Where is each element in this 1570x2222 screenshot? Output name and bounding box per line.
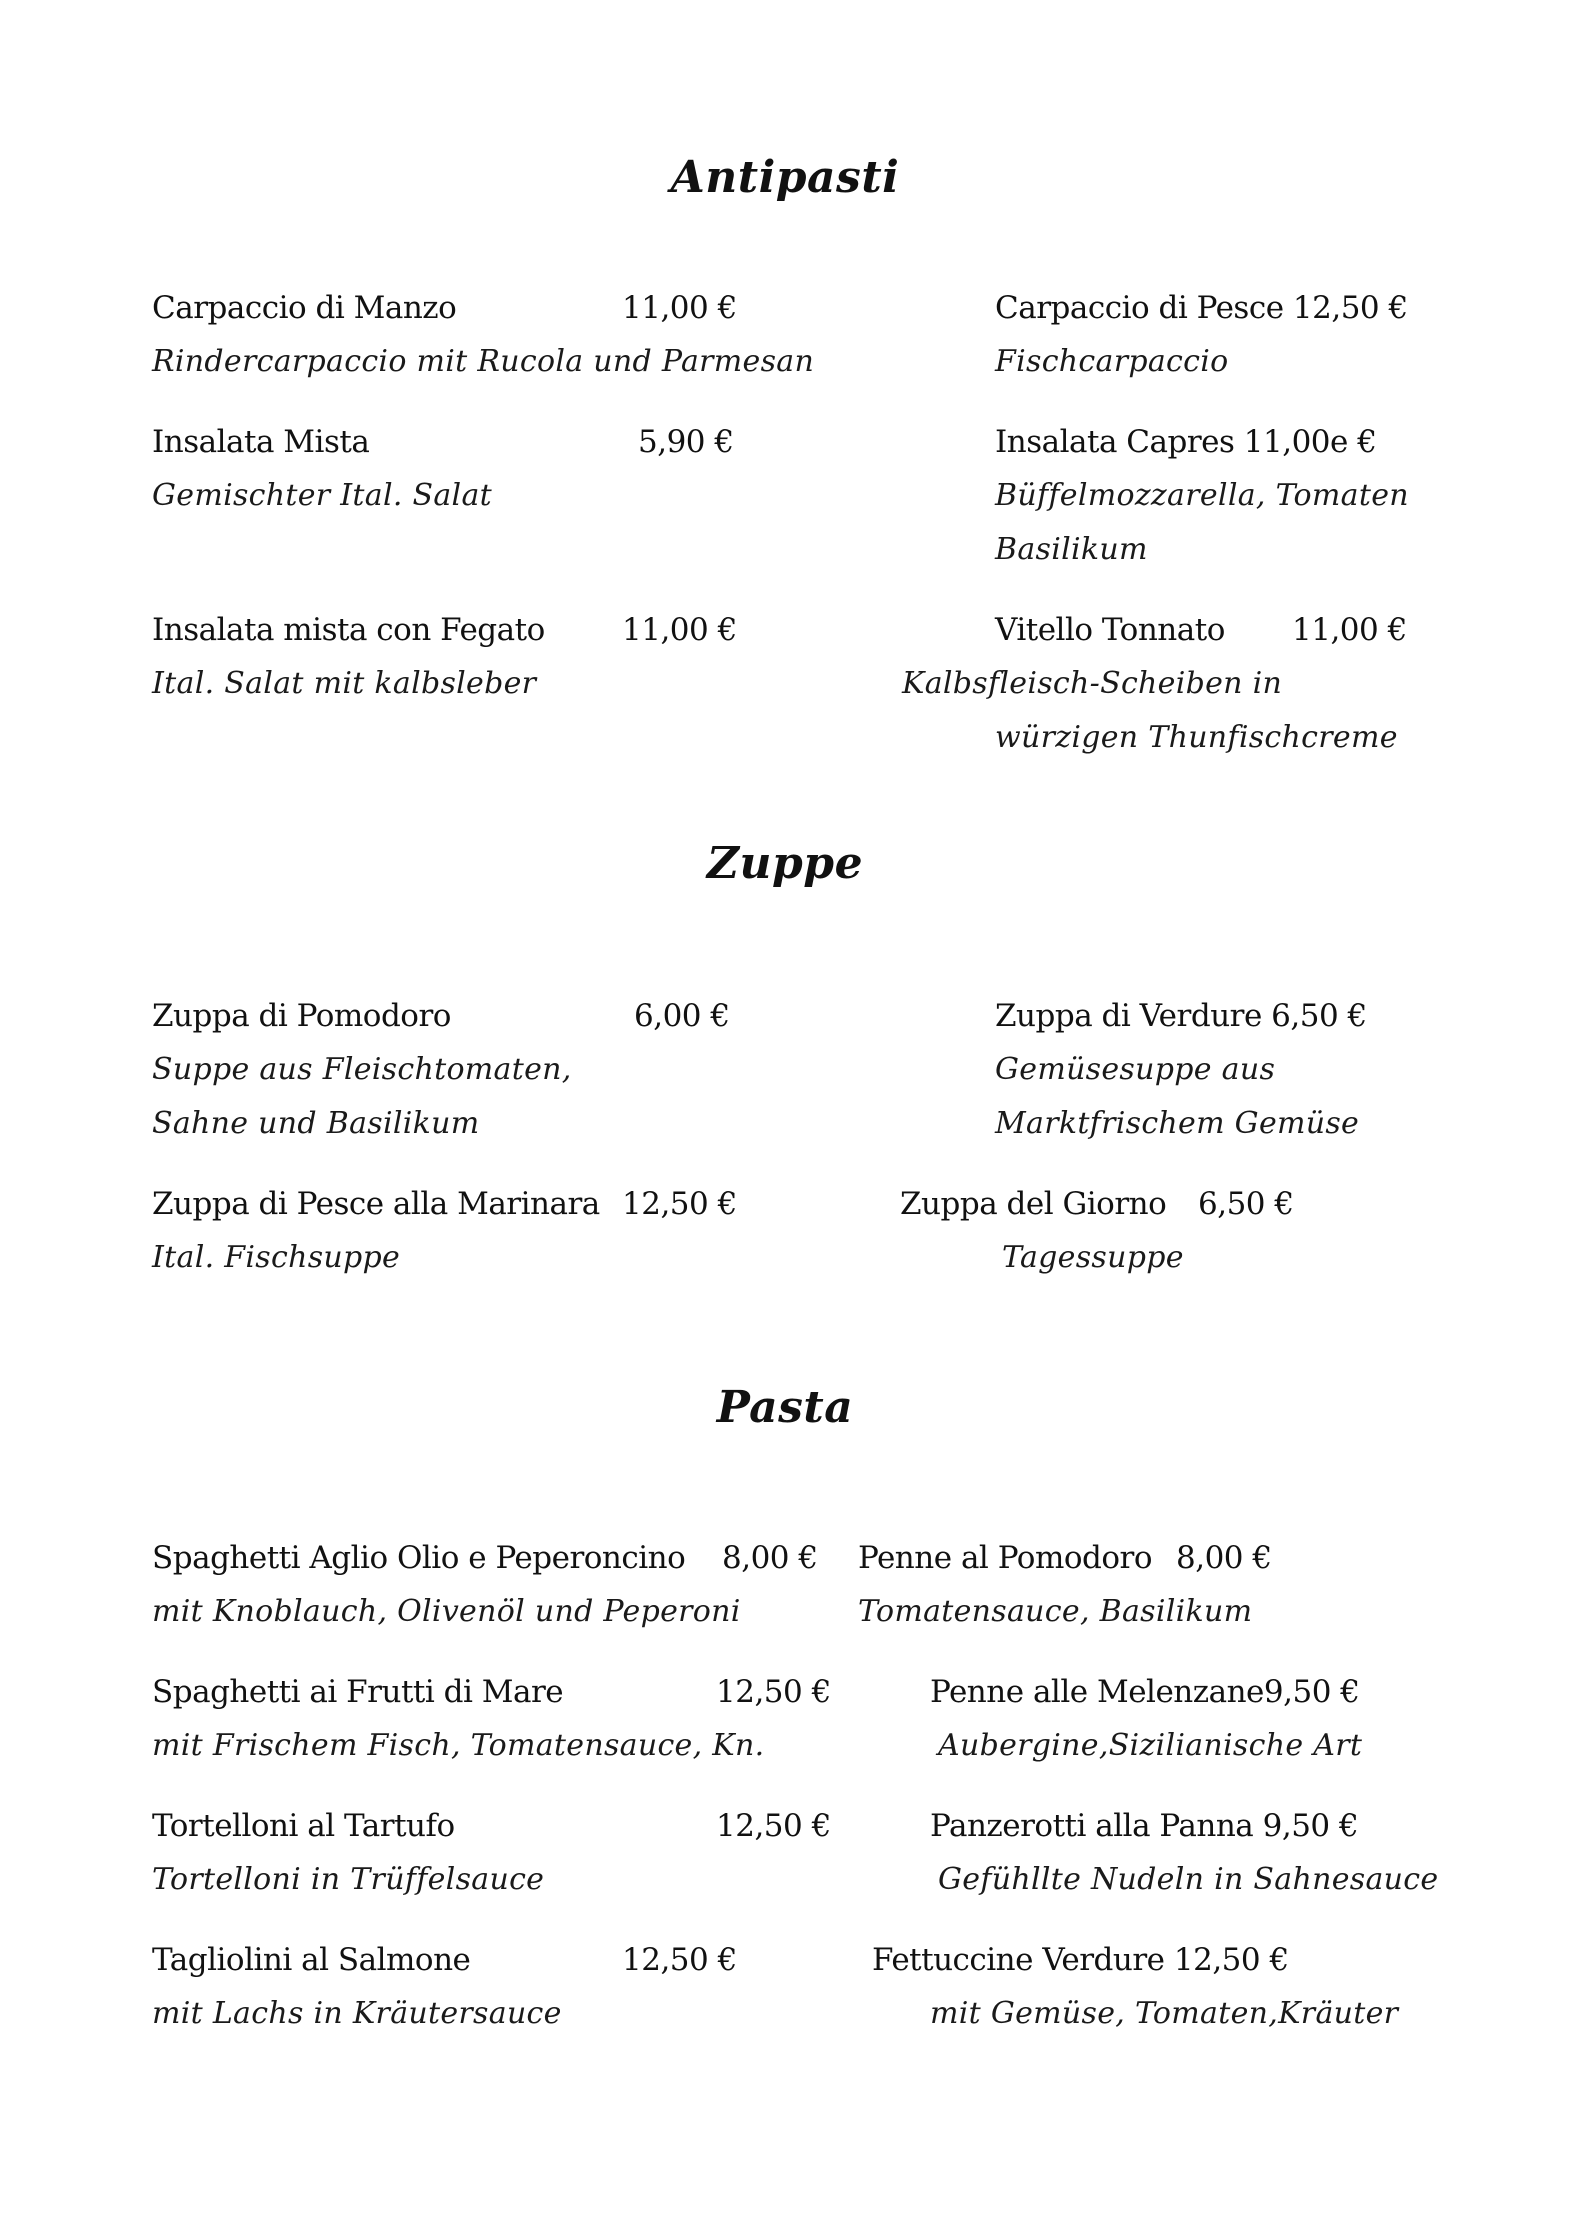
dish-desc-zuppa-pomodoro-line2: Sahne und Basilikum bbox=[152, 1106, 480, 1141]
dish-price-zuppa-giorno: 6,50 € bbox=[1198, 1186, 1294, 1222]
dish-desc-zuppa-pomodoro-line1: Suppe aus Fleischtomaten, bbox=[152, 1052, 572, 1087]
section-title-antipasti: Antipasti bbox=[670, 152, 900, 203]
dish-desc-spaghetti-frutti-mare: mit Frischem Fisch, Tomatensauce, Kn. bbox=[152, 1728, 765, 1763]
dish-name-panzerotti-panna: Panzerotti alla Panna 9,50 € bbox=[930, 1808, 1359, 1844]
section-title-zuppe: Zuppe bbox=[706, 838, 864, 889]
dish-name-zuppa-giorno: Zuppa del Giorno bbox=[900, 1186, 1167, 1222]
dish-name-carpaccio-pesce: Carpaccio di Pesce 12,50 € bbox=[995, 290, 1408, 326]
dish-desc-penne-melenzane: Aubergine,Sizilianische Art bbox=[938, 1728, 1363, 1763]
dish-desc-insalata-mista: Gemischter Ital. Salat bbox=[152, 478, 492, 513]
dish-name-insalata-capres: Insalata Capres 11,00e € bbox=[995, 424, 1377, 460]
dish-desc-carpaccio-manzo: Rindercarpaccio mit Rucola und Parmesan bbox=[152, 344, 815, 379]
dish-desc-vitello-tonnato-line2: würzigen Thunfischcreme bbox=[995, 720, 1398, 755]
dish-price-insalata-fegato: 11,00 € bbox=[622, 612, 737, 648]
dish-price-spaghetti-aglio-olio: 8,00 € bbox=[722, 1540, 818, 1576]
dish-desc-zuppa-verdure-line1: Gemüsesuppe aus bbox=[995, 1052, 1276, 1087]
dish-desc-zuppa-giorno: Tagessuppe bbox=[1002, 1240, 1184, 1275]
dish-name-tortelloni-tartufo: Tortelloni al Tartufo bbox=[152, 1808, 455, 1844]
dish-price-insalata-mista: 5,90 € bbox=[638, 424, 734, 460]
dish-name-carpaccio-manzo: Carpaccio di Manzo bbox=[152, 290, 457, 326]
dish-desc-spaghetti-aglio-olio: mit Knoblauch, Olivenöl und Peperoni bbox=[152, 1594, 741, 1629]
dish-name-zuppa-verdure: Zuppa di Verdure 6,50 € bbox=[995, 998, 1367, 1034]
dish-desc-insalata-capres-line1: Büffelmozzarella, Tomaten bbox=[995, 478, 1409, 513]
dish-desc-insalata-capres-line2: Basilikum bbox=[995, 532, 1148, 567]
dish-name-zuppa-pomodoro: Zuppa di Pomodoro bbox=[152, 998, 451, 1034]
dish-name-spaghetti-aglio-olio: Spaghetti Aglio Olio e Peperoncino bbox=[152, 1540, 686, 1576]
dish-name-spaghetti-frutti-mare: Spaghetti ai Frutti di Mare bbox=[152, 1674, 564, 1710]
dish-price-vitello-tonnato: 11,00 € bbox=[1292, 612, 1407, 648]
dish-name-fettuccine-verdure: Fettuccine Verdure 12,50 € bbox=[872, 1942, 1289, 1978]
dish-name-vitello-tonnato: Vitello Tonnato bbox=[995, 612, 1225, 648]
dish-price-tagliolini-salmone: 12,50 € bbox=[622, 1942, 737, 1978]
dish-price-spaghetti-frutti-mare: 12,50 € bbox=[716, 1674, 831, 1710]
dish-price-tortelloni-tartufo: 12,50 € bbox=[716, 1808, 831, 1844]
section-title-pasta: Pasta bbox=[716, 1382, 854, 1433]
dish-desc-tortelloni-tartufo: Tortelloni in Trüffelsauce bbox=[152, 1862, 545, 1897]
dish-desc-zuppa-verdure-line2: Marktfrischem Gemüse bbox=[995, 1106, 1360, 1141]
dish-price-penne-pomodoro: 8,00 € bbox=[1176, 1540, 1272, 1576]
dish-name-penne-pomodoro: Penne al Pomodoro bbox=[858, 1540, 1153, 1576]
dish-desc-panzerotti-panna: Gefühllte Nudeln in Sahnesauce bbox=[938, 1862, 1439, 1897]
dish-price-carpaccio-manzo: 11,00 € bbox=[622, 290, 737, 326]
dish-name-zuppa-pesce: Zuppa di Pesce alla Marinara bbox=[152, 1186, 600, 1222]
dish-price-zuppa-pesce: 12,50 € bbox=[622, 1186, 737, 1222]
dish-desc-insalata-fegato: Ital. Salat mit kalbsleber bbox=[152, 666, 537, 701]
dish-name-insalata-fegato: Insalata mista con Fegato bbox=[152, 612, 545, 648]
dish-desc-carpaccio-pesce: Fischcarpaccio bbox=[995, 344, 1229, 379]
dish-desc-vitello-tonnato-line1: Kalbsfleisch-Scheiben in bbox=[902, 666, 1283, 701]
dish-desc-zuppa-pesce: Ital. Fischsuppe bbox=[152, 1240, 401, 1275]
dish-desc-fettuccine-verdure: mit Gemüse, Tomaten,Kräuter bbox=[930, 1996, 1399, 2031]
dish-desc-penne-pomodoro: Tomatensauce, Basilikum bbox=[858, 1594, 1253, 1629]
dish-desc-tagliolini-salmone: mit Lachs in Kräutersauce bbox=[152, 1996, 562, 2031]
dish-price-zuppa-pomodoro: 6,00 € bbox=[634, 998, 730, 1034]
dish-name-penne-melenzane: Penne alle Melenzane9,50 € bbox=[930, 1674, 1360, 1710]
dish-name-tagliolini-salmone: Tagliolini al Salmone bbox=[152, 1942, 471, 1978]
dish-name-insalata-mista: Insalata Mista bbox=[152, 424, 370, 460]
